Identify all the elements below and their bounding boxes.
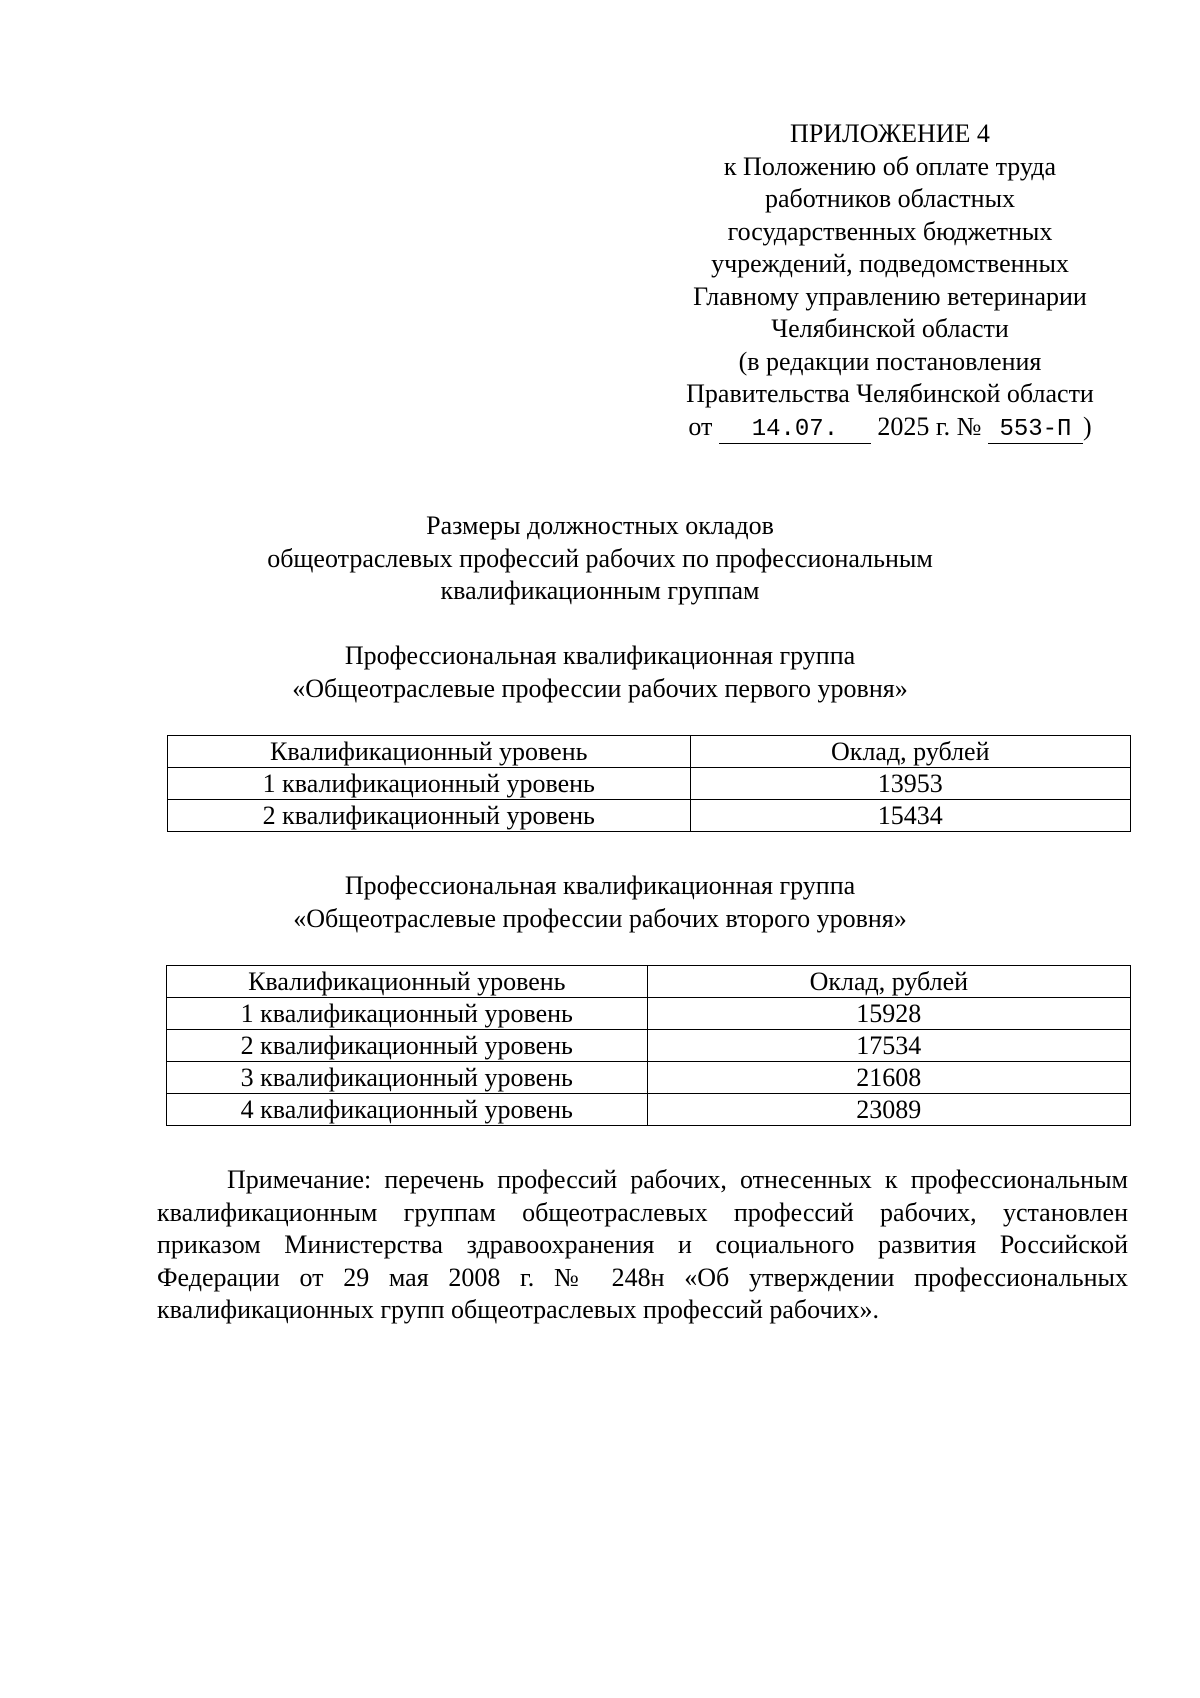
table-row	[167, 1062, 1131, 1094]
resolution-prefix: от	[688, 411, 713, 441]
level-cell: 4 квалификационный уровень	[167, 1094, 648, 1126]
group-2-table	[166, 965, 1131, 1126]
salary-cell: 15928	[647, 998, 1130, 1030]
group-1-title	[0, 640, 1200, 705]
annex-line: учреждений, подведомственных	[711, 249, 1069, 278]
annex-line: Правительства Челябинской области	[686, 379, 1094, 408]
annex-line: (в редакции постановления	[738, 346, 1042, 376]
heading-line: квалификационным группам	[440, 576, 760, 605]
table-row	[167, 1030, 1131, 1062]
salary-cell: 17534	[647, 1030, 1130, 1062]
column-header-salary: Оклад, рублей	[647, 966, 1130, 998]
table-header-row	[167, 966, 1131, 998]
heading-line: общеотраслевых профессий рабочих по профессиональным	[267, 543, 933, 573]
document-heading	[0, 510, 1200, 608]
group-title-line: «Общеотраслевые профессии рабочих первого уровня»	[292, 673, 908, 703]
group-2-title	[0, 870, 1200, 935]
resolution-reference	[655, 411, 1125, 444]
level-cell: 2 квалификационный уровень	[168, 800, 691, 832]
annex-line: к Положению об оплате труда	[723, 151, 1057, 181]
salary-cell: 15434	[690, 800, 1130, 832]
annex-line: работников областных	[764, 184, 1016, 213]
table-row	[168, 800, 1131, 832]
group-title-line: «Общеотраслевые профессии рабочих второго уровня»	[293, 903, 907, 933]
level-cell: 2 квалификационный уровень	[167, 1030, 648, 1062]
table-row	[168, 768, 1131, 800]
resolution-suffix: )	[1082, 411, 1092, 441]
annex-line: Челябинской области	[771, 314, 1009, 343]
level-cell: 1 квалификационный уровень	[167, 998, 648, 1030]
heading-line: Размеры должностных окладов	[426, 511, 774, 540]
note-paragraph: Примечание: перечень профессий рабочих, отнесенных к профессиональным квалификационным группам общеотраслевых профессий рабочих, установлен приказом Министерства здравоохранения и социального развития Российской Федерации от 29 мая 2008 г. № 248н «Об утверждении профессиональных квалификационных групп общеотраслевых профессий рабочих».	[157, 1165, 1128, 1324]
resolution-date: 14.07.	[719, 417, 871, 444]
group-1-table	[167, 735, 1131, 832]
table-row	[167, 998, 1131, 1030]
resolution-number: 553-П	[988, 417, 1083, 444]
annex-title: ПРИЛОЖЕНИЕ 4	[790, 119, 990, 148]
annex-line: государственных бюджетных	[727, 216, 1053, 246]
column-header-salary: Оклад, рублей	[690, 736, 1130, 768]
column-header-level: Квалификационный уровень	[168, 736, 691, 768]
level-cell: 1 квалификационный уровень	[168, 768, 691, 800]
level-cell: 3 квалификационный уровень	[167, 1062, 648, 1094]
column-header-level: Квалификационный уровень	[167, 966, 648, 998]
table-header-row	[168, 736, 1131, 768]
salary-cell: 21608	[647, 1062, 1130, 1094]
annex-line: Главному управлению ветеринарии	[693, 281, 1087, 311]
group-title-line: Профессиональная квалификационная группа	[344, 871, 856, 900]
salary-cell: 23089	[647, 1094, 1130, 1126]
table-row	[167, 1094, 1131, 1126]
annex-header	[655, 118, 1125, 444]
salary-cell: 13953	[690, 768, 1130, 800]
group-title-line: Профессиональная квалификационная группа	[344, 641, 856, 670]
resolution-year: 2025 г. №	[877, 411, 982, 441]
